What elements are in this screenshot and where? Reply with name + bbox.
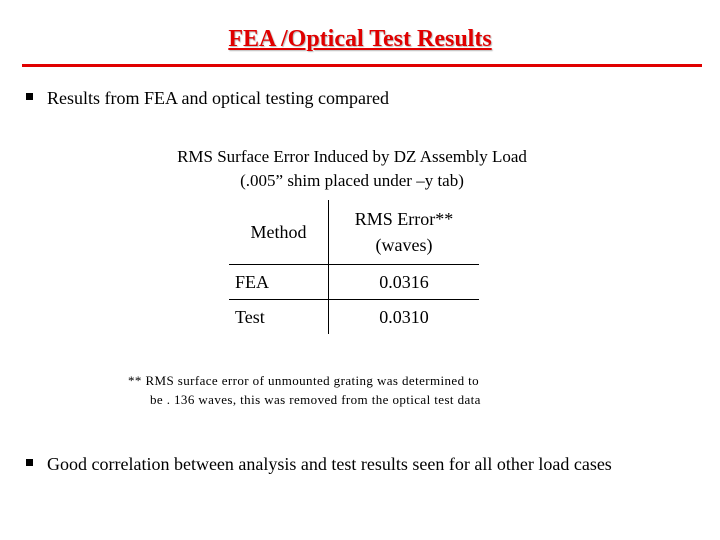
footnote-text: RMS surface error of unmounted grating was determined to — [145, 373, 480, 388]
table-header-row — [229, 200, 479, 265]
row-value: 0.0310 — [329, 300, 480, 335]
footnote-line — [128, 371, 481, 390]
header-rms-error — [329, 200, 480, 265]
row-method: Test — [229, 300, 329, 335]
footnote-line: be . 136 waves, this was removed from the optical test data — [150, 392, 481, 407]
header-rms-label: RMS Error** — [354, 209, 454, 229]
row-value: 0.0316 — [329, 265, 480, 300]
bullet-text: Results from FEA and optical testing compared — [47, 88, 389, 108]
bullet-item-2 — [26, 454, 612, 475]
square-bullet-icon — [26, 459, 33, 466]
table-row — [229, 300, 479, 335]
slide-title: FEA /Optical Test Results — [228, 26, 492, 52]
table-caption — [0, 145, 704, 193]
bullet-text: Good correlation between analysis and test results seen for all other load cases — [47, 454, 612, 474]
title-underline-rule — [22, 64, 702, 67]
header-method: Method — [250, 221, 307, 242]
caption-line: RMS Surface Error Induced by DZ Assembly Load — [177, 147, 527, 166]
results-table — [229, 200, 479, 334]
row-method: FEA — [229, 265, 329, 300]
header-units: (waves) — [375, 235, 433, 255]
square-bullet-icon — [26, 93, 33, 100]
caption-line: (.005” shim placed under –y tab) — [240, 171, 464, 190]
footnote-marker: ** — [128, 373, 142, 388]
footnote — [128, 371, 481, 409]
bullet-item-1 — [26, 88, 389, 109]
table-row — [229, 265, 479, 300]
